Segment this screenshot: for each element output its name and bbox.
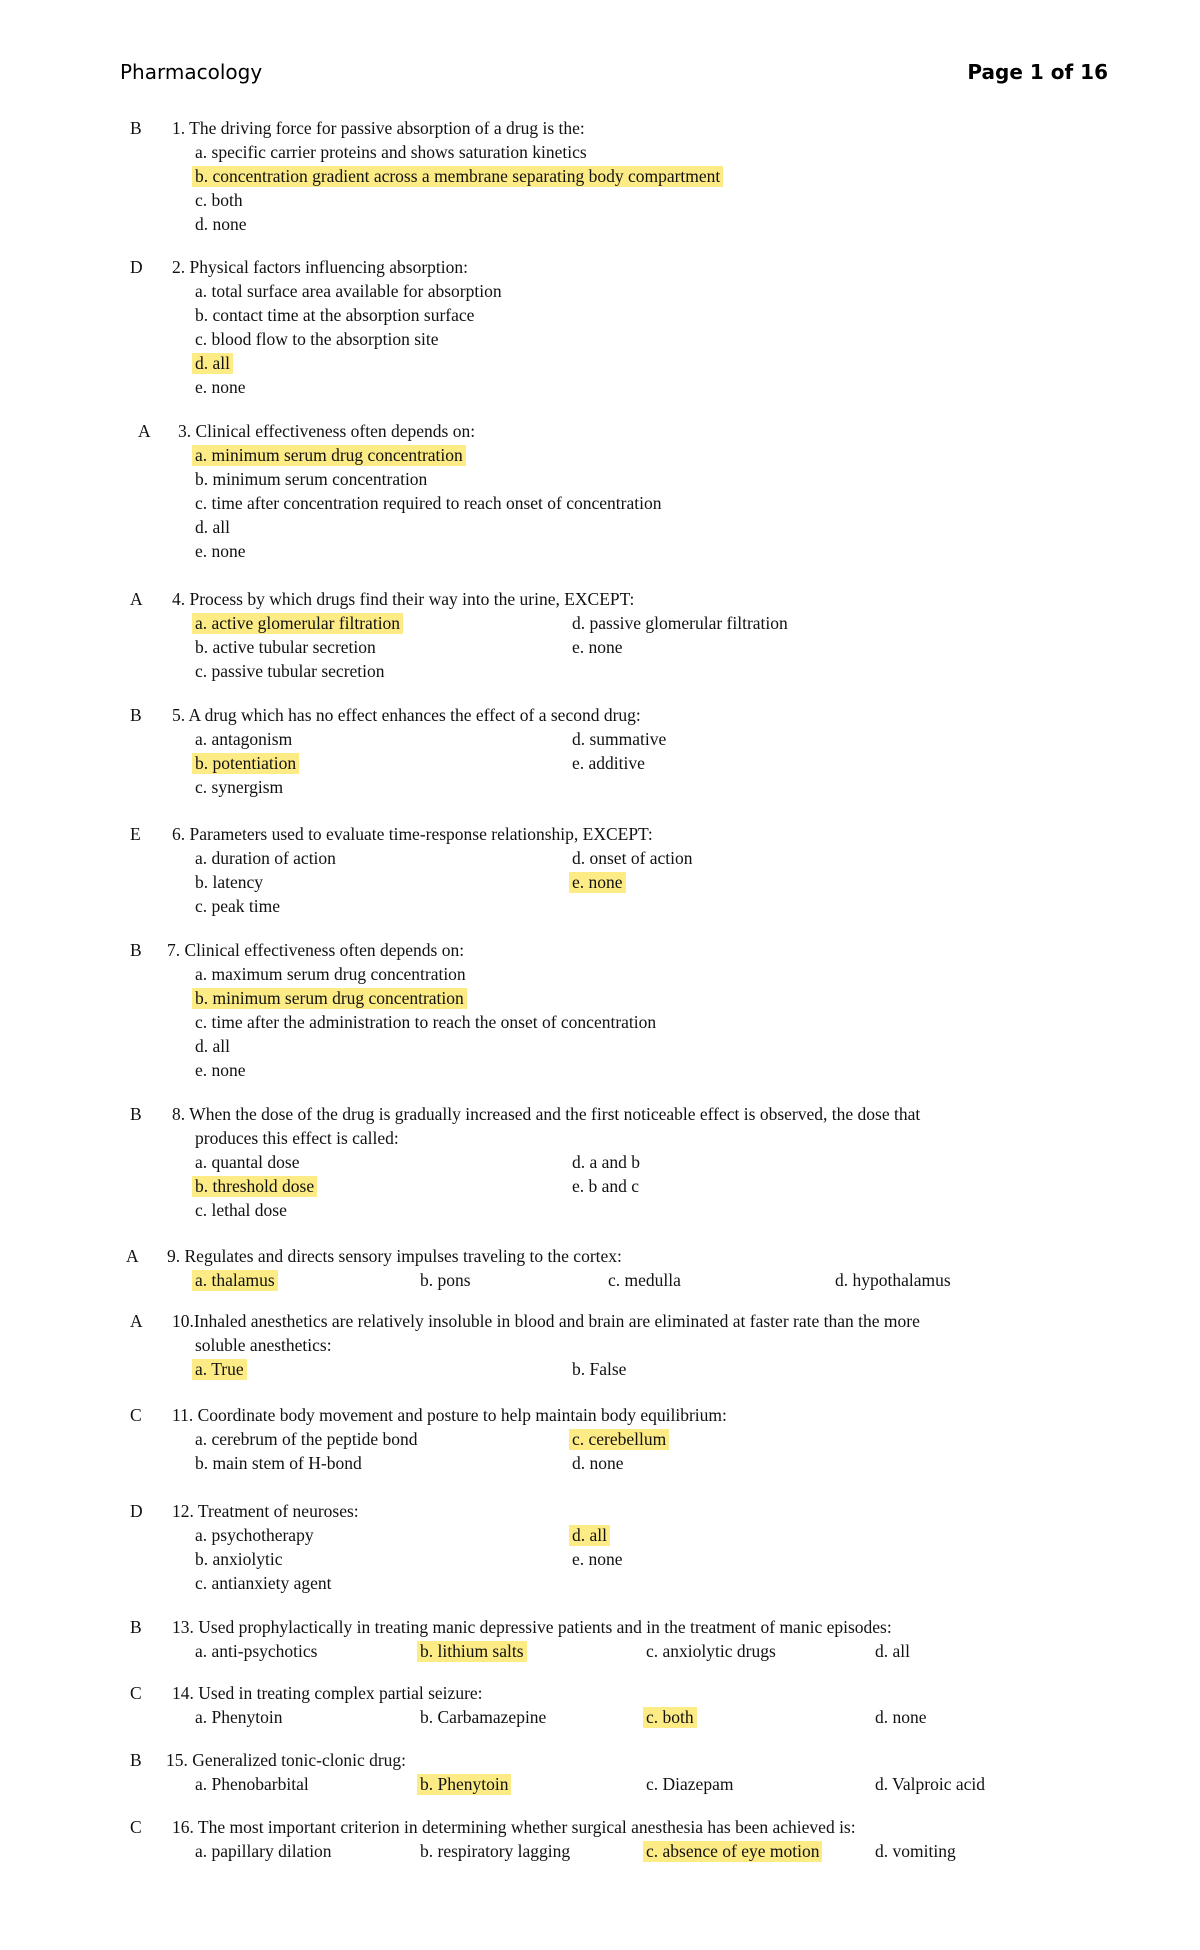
answer-option: e. additive xyxy=(572,753,645,773)
highlighted-answer-option: a. thalamus xyxy=(192,1270,278,1291)
answer-option: c. passive tubular secretion xyxy=(195,661,385,681)
question-stem: 7. Clinical effectiveness often depends on: xyxy=(167,940,465,960)
answer-option: b. contact time at the absorption surface xyxy=(195,305,475,325)
answer-option: e. none xyxy=(572,637,623,657)
answer-option: a. quantal dose xyxy=(195,1152,300,1172)
answer-option: d. none xyxy=(572,1453,624,1473)
question-stem: soluble anesthetics: xyxy=(195,1335,332,1355)
answer-option: e. none xyxy=(195,1060,246,1080)
answer-key-letter: B xyxy=(130,1104,142,1124)
answer-option: c. time after concentration required to reach onset of concentration xyxy=(195,493,662,513)
answer-key-letter: B xyxy=(130,118,142,138)
question-stem: 13. Used prophylactically in treating manic depressive patients and in the treatment of manic episodes: xyxy=(172,1617,892,1637)
answer-option: c. time after the administration to reach the onset of concentration xyxy=(195,1012,657,1032)
answer-option: b. respiratory lagging xyxy=(420,1841,571,1861)
answer-option: d. hypothalamus xyxy=(835,1270,951,1290)
answer-option: d. none xyxy=(195,214,247,234)
question-stem: 1. The driving force for passive absorption of a drug is the: xyxy=(172,118,585,138)
answer-option: d. vomiting xyxy=(875,1841,956,1861)
answer-option: a. total surface area available for absorption xyxy=(195,281,502,301)
answer-option: b. pons xyxy=(420,1270,471,1290)
highlighted-answer-option: e. none xyxy=(569,872,626,893)
answer-option: d. all xyxy=(195,1036,230,1056)
answer-option: e. none xyxy=(572,1549,623,1569)
answer-option: a. maximum serum drug concentration xyxy=(195,964,466,984)
highlighted-answer-option: c. cerebellum xyxy=(569,1429,669,1450)
question-stem: 15. Generalized tonic-clonic drug: xyxy=(166,1750,407,1770)
answer-option: a. psychotherapy xyxy=(195,1525,314,1545)
question-stem: 4. Process by which drugs find their way into the urine, EXCEPT: xyxy=(172,589,635,609)
answer-option: c. anxiolytic drugs xyxy=(646,1641,776,1661)
answer-key-letter: E xyxy=(130,824,141,844)
highlighted-answer-option: b. minimum serum drug concentration xyxy=(192,988,467,1009)
answer-key-letter: A xyxy=(130,589,143,609)
highlighted-answer-option: b. threshold dose xyxy=(192,1176,317,1197)
answer-option: a. cerebrum of the peptide bond xyxy=(195,1429,418,1449)
answer-key-letter: C xyxy=(130,1817,142,1837)
answer-option: b. minimum serum concentration xyxy=(195,469,428,489)
document-title: Pharmacology xyxy=(120,60,263,84)
answer-option: b. Carbamazepine xyxy=(420,1707,547,1727)
highlighted-answer-option: b. concentration gradient across a membrane separating body compartment xyxy=(192,166,723,187)
answer-option: a. papillary dilation xyxy=(195,1841,332,1861)
answer-key-letter: A xyxy=(138,421,151,441)
answer-option: e. none xyxy=(195,541,246,561)
answer-key-letter: B xyxy=(130,705,142,725)
answer-option: b. anxiolytic xyxy=(195,1549,283,1569)
answer-option: d. summative xyxy=(572,729,667,749)
answer-option: d. none xyxy=(875,1707,927,1727)
question-stem: 6. Parameters used to evaluate time-response relationship, EXCEPT: xyxy=(172,824,653,844)
answer-option: b. latency xyxy=(195,872,264,892)
answer-option: c. blood flow to the absorption site xyxy=(195,329,439,349)
question-stem: 11. Coordinate body movement and posture to help maintain body equilibrium: xyxy=(172,1405,727,1425)
highlighted-answer-option: a. active glomerular filtration xyxy=(192,613,403,634)
answer-option: c. Diazepam xyxy=(646,1774,734,1794)
answer-option: c. lethal dose xyxy=(195,1200,287,1220)
answer-option: d. a and b xyxy=(572,1152,641,1172)
answer-key-letter: D xyxy=(130,257,143,277)
answer-option: c. medulla xyxy=(608,1270,681,1290)
answer-option: b. False xyxy=(572,1359,627,1379)
highlighted-answer-option: d. all xyxy=(569,1525,610,1546)
highlighted-answer-option: d. all xyxy=(192,353,233,374)
answer-option: a. anti-psychotics xyxy=(195,1641,318,1661)
answer-key-letter: A xyxy=(130,1311,143,1331)
question-stem: 2. Physical factors influencing absorption: xyxy=(172,257,468,277)
answer-option: a. specific carrier proteins and shows saturation kinetics xyxy=(195,142,587,162)
answer-key-letter: D xyxy=(130,1501,143,1521)
highlighted-answer-option: c. both xyxy=(643,1707,697,1728)
question-stem: 16. The most important criterion in determining whether surgical anesthesia has been achieved is: xyxy=(172,1817,856,1837)
question-stem: 3. Clinical effectiveness often depends on: xyxy=(178,421,476,441)
answer-option: d. passive glomerular filtration xyxy=(572,613,788,633)
answer-option: b. active tubular secretion xyxy=(195,637,376,657)
question-stem: produces this effect is called: xyxy=(195,1128,399,1148)
answer-key-letter: C xyxy=(130,1683,142,1703)
answer-option: d. all xyxy=(195,517,230,537)
answer-option: a. Phenytoin xyxy=(195,1707,283,1727)
answer-option: a. duration of action xyxy=(195,848,336,868)
answer-option: c. antianxiety agent xyxy=(195,1573,332,1593)
question-stem: 14. Used in treating complex partial seizure: xyxy=(172,1683,483,1703)
answer-option: b. main stem of H-bond xyxy=(195,1453,362,1473)
answer-option: e. none xyxy=(195,377,246,397)
question-stem: 5. A drug which has no effect enhances the effect of a second drug: xyxy=(172,705,641,725)
answer-option: d. Valproic acid xyxy=(875,1774,985,1794)
highlighted-answer-option: b. lithium salts xyxy=(417,1641,527,1662)
question-stem: 12. Treatment of neuroses: xyxy=(172,1501,359,1521)
question-stem: 9. Regulates and directs sensory impulses traveling to the cortex: xyxy=(167,1246,622,1266)
question-stem: 8. When the dose of the drug is gradually increased and the first noticeable effect is observed, the dose that xyxy=(172,1104,921,1124)
answer-option: c. peak time xyxy=(195,896,281,916)
answer-option: c. both xyxy=(195,190,243,210)
answer-key-letter: C xyxy=(130,1405,142,1425)
question-stem: 10.Inhaled anesthetics are relatively insoluble in blood and brain are eliminated at faster rate than the more xyxy=(172,1311,920,1331)
page-number: Page 1 of 16 xyxy=(967,60,1108,84)
highlighted-answer-option: a. True xyxy=(192,1359,247,1380)
answer-option: d. onset of action xyxy=(572,848,693,868)
answer-key-letter: B xyxy=(130,940,142,960)
answer-option: e. b and c xyxy=(572,1176,640,1196)
answer-option: d. all xyxy=(875,1641,910,1661)
highlighted-answer-option: b. potentiation xyxy=(192,753,299,774)
highlighted-answer-option: b. Phenytoin xyxy=(417,1774,511,1795)
answer-key-letter: A xyxy=(126,1246,139,1266)
answer-option: a. Phenobarbital xyxy=(195,1774,309,1794)
answer-option: a. antagonism xyxy=(195,729,293,749)
answer-key-letter: B xyxy=(130,1750,142,1770)
highlighted-answer-option: c. absence of eye motion xyxy=(643,1841,822,1862)
answer-option: c. synergism xyxy=(195,777,284,797)
answer-key-letter: B xyxy=(130,1617,142,1637)
highlighted-answer-option: a. minimum serum drug concentration xyxy=(192,445,466,466)
